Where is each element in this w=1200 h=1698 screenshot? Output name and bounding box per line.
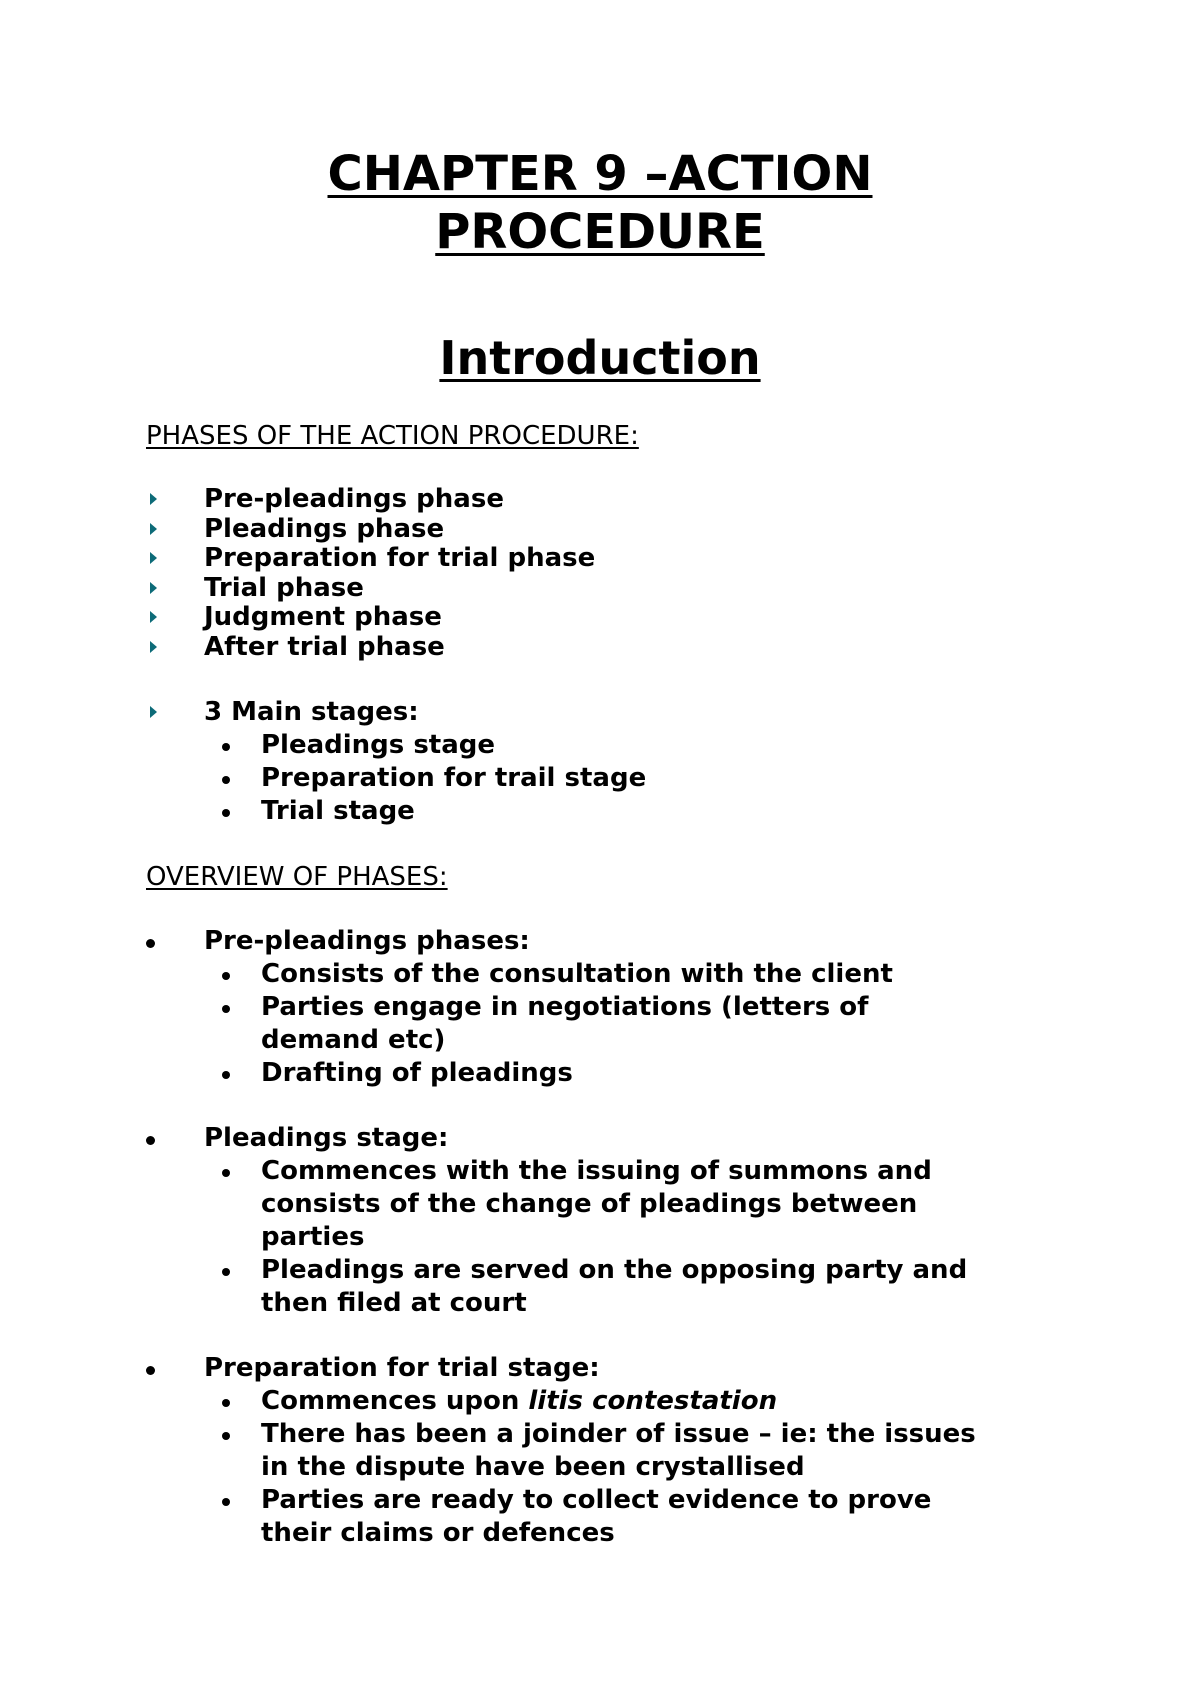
arrow-bullet-icon: [150, 523, 157, 535]
overview-item: Commences with the issuing of summons and: [261, 1156, 932, 1186]
overview-item-continued: consists of the change of pleadings between: [261, 1189, 918, 1219]
phase-item: Pleadings phase: [204, 514, 445, 544]
arrow-bullet-icon: [150, 641, 157, 653]
overview-item-continued: then filed at court: [261, 1288, 527, 1318]
phase-item: After trial phase: [204, 632, 445, 662]
introduction-heading: Introduction: [439, 331, 761, 385]
arrow-bullet-icon: [150, 552, 157, 564]
bullet-dot-icon: [222, 1005, 230, 1013]
italic-term: litis contestation: [528, 1386, 778, 1416]
overview-heading: OVERVIEW OF PHASES:: [146, 862, 448, 892]
bullet-dot-icon: [222, 1268, 230, 1276]
arrow-bullet-icon: [150, 611, 157, 623]
phase-item: Pre-pleadings phase: [204, 484, 504, 514]
overview-item-continued: their claims or defences: [261, 1518, 615, 1548]
overview-item: [261, 1385, 777, 1417]
stage-item: Pleadings stage: [261, 730, 496, 760]
bullet-dot-icon: [146, 1366, 155, 1375]
overview-item-continued: parties: [261, 1222, 365, 1252]
bullet-dot-icon: [222, 1399, 230, 1407]
bullet-dot-icon: [222, 1071, 230, 1079]
overview-item: Consists of the consultation with the client: [261, 959, 893, 989]
arrow-bullet-icon: [150, 493, 157, 505]
phase-item: Judgment phase: [204, 602, 442, 632]
arrow-bullet-icon: [150, 706, 157, 718]
overview-item-continued: demand etc): [261, 1025, 446, 1055]
bullet-dot-icon: [146, 1136, 155, 1145]
arrow-bullet-icon: [150, 582, 157, 594]
chapter-title-line-2: PROCEDURE: [435, 204, 765, 260]
bullet-dot-icon: [146, 939, 155, 948]
stage-item: Trial stage: [261, 796, 415, 826]
phase-item: Trial phase: [204, 573, 364, 603]
overview-item: Parties engage in negotiations (letters of: [261, 992, 869, 1022]
overview-label: Pre-pleadings phases:: [204, 926, 530, 956]
overview-item: Drafting of pleadings: [261, 1058, 573, 1088]
overview-item: Pleadings are served on the opposing party and: [261, 1255, 968, 1285]
bullet-dot-icon: [222, 776, 230, 784]
bullet-dot-icon: [222, 1169, 230, 1177]
overview-label: Pleadings stage:: [204, 1123, 449, 1153]
phases-heading: PHASES OF THE ACTION PROCEDURE:: [146, 421, 639, 451]
stage-item: Preparation for trail stage: [261, 763, 647, 793]
bullet-dot-icon: [222, 809, 230, 817]
bullet-dot-icon: [222, 972, 230, 980]
overview-item-text: Commences upon: [261, 1386, 529, 1416]
chapter-title-line-1: CHAPTER 9 –ACTION: [327, 146, 873, 202]
bullet-dot-icon: [222, 1498, 230, 1506]
overview-item: Parties are ready to collect evidence to prove: [261, 1485, 932, 1515]
phase-item: Preparation for trial phase: [204, 543, 596, 573]
overview-label: Preparation for trial stage:: [204, 1353, 600, 1383]
overview-item-continued: in the dispute have been crystallised: [261, 1452, 805, 1482]
chapter-title: [0, 145, 1200, 261]
overview-item: There has been a joinder of issue – ie: the issues: [261, 1419, 976, 1449]
bullet-dot-icon: [222, 743, 230, 751]
stages-label: 3 Main stages:: [204, 697, 419, 727]
bullet-dot-icon: [222, 1432, 230, 1440]
